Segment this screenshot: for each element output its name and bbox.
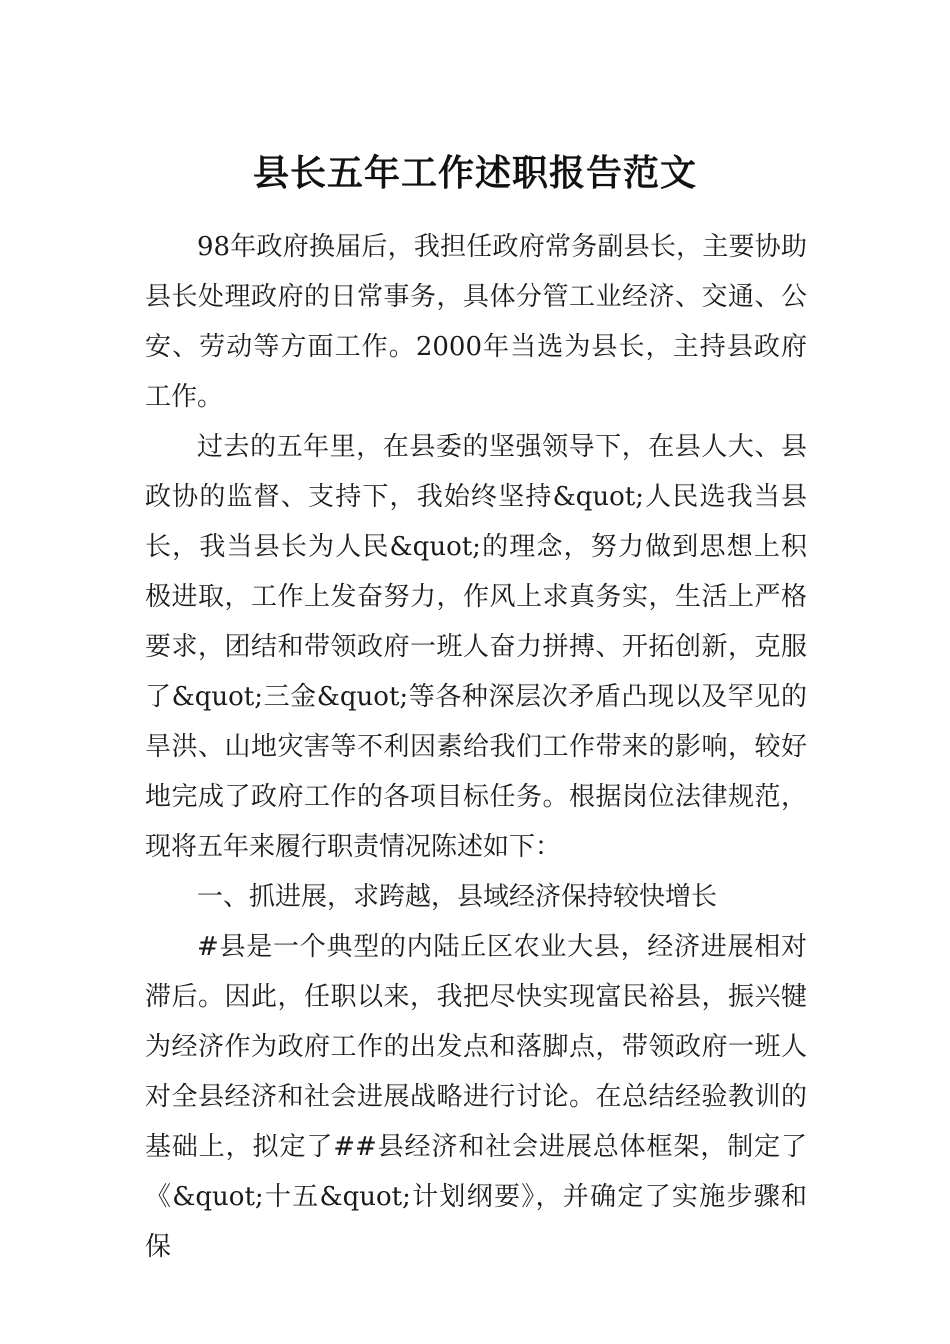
paragraph: #县是一个典型的内陆丘区农业大县，经济进展相对滞后。因此，任职以来，我把尽快实现富民裕县，振兴犍为经济作为政府工作的出发点和落脚点，带领政府一班人对全县经济和社会进展战略进行讨论。在总结经验教训的基础上，拟定了##县经济和社会进展总体框架，制定了《&quot;十五&quot;计划纲要》，并确定了实施步骤和保 [145,932,807,1262]
paragraph: 98年政府换届后，我担任政府常务副县长，主要协助县长处理政府的日常事务，具体分管工业经济、交通、公安、劳动等方面工作。2000年当选为县长，主持县政府工作。 [145,232,807,412]
document-title: 县长五年工作述职报告范文 [252,153,697,195]
section-heading: 一、抓进展，求跨越，县域经济保持较快增长 [197,882,718,912]
paragraph: 过去的五年里，在县委的坚强领导下，在县人大、县政协的监督、支持下，我始终坚持&quot;人民选我当县长，我当县长为人民&quot;的理念，努力做到思想上积极进取，工作上发奋努力，作风上求真务实，生活上严格要求，团结和带领政府一班人奋力拼搏、开拓创新，克服了&quot;三金&quot;等各种深层次矛盾凸现以及罕见的旱洪、山地灾害等不利因素给我们工作带来的影响，较好地完成了政府工作的各项目标任务。根据岗位法律规范，现将五年来履行职责情况陈述如下： [145,432,807,862]
document-body [145,222,807,1272]
